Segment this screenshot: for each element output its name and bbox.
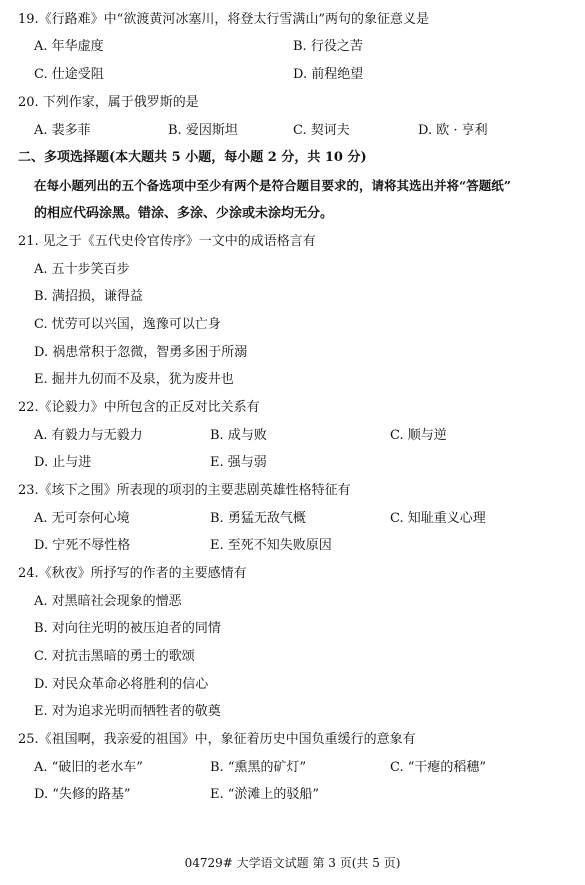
question-23-option-a: A. 无可奈何心境 — [34, 511, 130, 526]
question-22-option-b: B. 成与败 — [210, 428, 267, 443]
question-22-stem: 22.《论毅力》中所包含的正反对比关系有 — [18, 400, 260, 415]
question-24-option-b: B. 对向往光明的被压迫者的同情 — [34, 621, 221, 636]
question-22-option-a: A. 有毅力与无毅力 — [34, 428, 143, 443]
question-20-option-a: A. 裴多菲 — [34, 123, 91, 138]
question-24-option-e: E. 对为追求光明而牺牲者的敬奠 — [34, 704, 221, 719]
question-21-option-e: E. 掘井九仞而不及泉，犹为废井也 — [34, 372, 234, 387]
question-23-option-c: C. 知耻重义心理 — [390, 511, 486, 526]
question-25-option-b: B. “熏黑的矿灯” — [210, 760, 307, 775]
section-2-heading: 二、多项选择题(本大题共 5 小题，每小题 2 分，共 10 分) — [18, 150, 367, 165]
question-25-option-a: A. “破旧的老水车” — [34, 760, 143, 775]
section-2-instructions-line-1: 在每小题列出的五个备选项中至少有两个是符合题目要求的，请将其选出并将“答题纸” — [34, 178, 511, 193]
question-25-option-e: E. “淤滩上的驳船” — [210, 787, 320, 802]
question-21-option-a: A. 五十步笑百步 — [34, 262, 130, 277]
question-20-option-b: B. 爱因斯坦 — [168, 123, 238, 138]
question-19-option-c: C. 仕途受阻 — [34, 67, 104, 82]
question-19-stem: 19.《行路难》中“欲渡黄河冰塞川，将登太行雪满山”两句的象征意义是 — [18, 12, 429, 27]
question-19-option-b: B. 行役之苦 — [293, 39, 363, 54]
question-21-option-b: B. 满招损，谦得益 — [34, 289, 143, 304]
question-24-option-d: D. 对民众革命必将胜利的信心 — [34, 677, 209, 692]
question-23-option-e: E. 至死不知失败原因 — [210, 538, 332, 553]
question-20-option-d: D. 欧 · 亨利 — [418, 123, 488, 138]
question-24-stem: 24.《秋夜》所抒写的作者的主要感情有 — [18, 566, 247, 581]
question-21-option-c: C. 忧劳可以兴国，逸豫可以亡身 — [34, 317, 221, 332]
question-24-option-a: A. 对黑暗社会现象的憎恶 — [34, 594, 182, 609]
question-22-option-c: C. 顺与逆 — [390, 428, 447, 443]
question-23-option-d: D. 宁死不辱性格 — [34, 538, 131, 553]
question-24-option-c: C. 对抗击黑暗的勇士的歌颂 — [34, 649, 195, 664]
question-20-option-c: C. 契诃夫 — [293, 123, 350, 138]
question-21-stem: 21. 见之于《五代史伶官传序》一文中的成语格言有 — [18, 234, 316, 249]
question-19-option-d: D. 前程绝望 — [293, 67, 364, 82]
question-22-option-d: D. 止与进 — [34, 455, 92, 470]
question-20-stem: 20. 下列作家，属于俄罗斯的是 — [18, 95, 199, 110]
page-footer: 04729# 大学语文试题 第 3 页(共 5 页) — [184, 856, 401, 870]
question-23-option-b: B. 勇猛无敌气概 — [210, 511, 306, 526]
section-2-instructions-line-2: 的相应代码涂黑。错涂、多涂、少涂或未涂均无分。 — [34, 206, 334, 221]
question-23-stem: 23.《垓下之围》所表现的项羽的主要悲剧英雄性格特征有 — [18, 483, 351, 498]
question-25-stem: 25.《祖国啊，我亲爱的祖国》中，象征着历史中国负重缓行的意象有 — [18, 732, 416, 747]
question-25-option-c: C. “干瘪的稻穗” — [390, 760, 487, 775]
question-19-option-a: A. 年华虚度 — [34, 39, 104, 54]
question-25-option-d: D. “失修的路基” — [34, 787, 131, 802]
question-22-option-e: E. 强与弱 — [210, 455, 267, 470]
question-21-option-d: D. 祸患常积于忽微，智勇多困于所溺 — [34, 345, 248, 360]
